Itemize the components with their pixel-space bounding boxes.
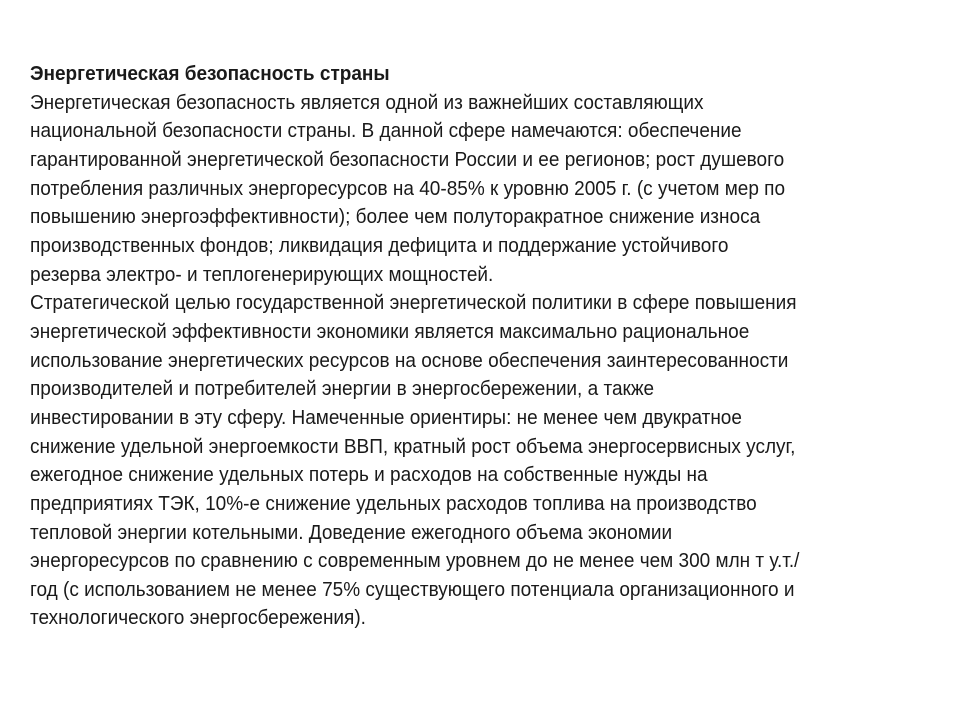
text-line: год (с использованием не менее 75% существующего потенциала организационного и	[30, 578, 795, 601]
text-line: Стратегической целью государственной энергетической политики в сфере повышения	[30, 292, 797, 315]
text-line: производителей и потребителей энергии в энергосбережении, а также	[30, 378, 655, 401]
text-line: Энергетическая безопасность является одной из важнейших составляющих	[30, 91, 704, 114]
text-line: энергоресурсов по сравнению с современным уровнем до не менее чем 300 млн т у.т./	[30, 550, 800, 573]
text-line: тепловой энергии котельными. Доведение ежегодного объема экономии	[30, 521, 673, 544]
text-line: ежегодное снижение удельных потерь и расходов на собственные нужды на	[30, 464, 708, 487]
slide-title: Энергетическая безопасность страны	[30, 63, 390, 85]
text-line: инвестировании в эту сферу. Намеченные ориентиры: не менее чем двукратное	[30, 406, 742, 429]
text-line: резерва электро- и теплогенерирующих мощностей.	[30, 263, 494, 286]
text-line: энергетической эффективности экономики является максимально рациональное	[30, 320, 750, 343]
text-line: производственных фондов; ликвидация дефицита и поддержание устойчивого	[30, 234, 729, 257]
text-line: повышению энергоэффективности); более чем полуторакратное снижение износа	[30, 206, 761, 229]
paragraph-strategic-goal	[30, 289, 930, 633]
text-line: национальной безопасности страны. В данной сфере намечаются: обеспечение	[30, 120, 742, 143]
text-line: потребления различных энергоресурсов на 40-85% к уровню 2005 г. (с учетом мер по	[30, 177, 786, 200]
slide-text	[30, 60, 930, 633]
text-line: предприятиях ТЭК, 10%-е снижение удельных расходов топлива на производство	[30, 492, 757, 515]
text-line: снижение удельной энергоемкости ВВП, кратный рост объема энергосервисных услуг,	[30, 435, 796, 458]
text-line: гарантированной энергетической безопасности России и ее регионов; рост душевого	[30, 148, 785, 171]
text-line: использование энергетических ресурсов на основе обеспечения заинтересованности	[30, 349, 789, 372]
text-line: технологического энергосбережения).	[30, 607, 366, 630]
paragraph-energy-security	[30, 89, 930, 290]
